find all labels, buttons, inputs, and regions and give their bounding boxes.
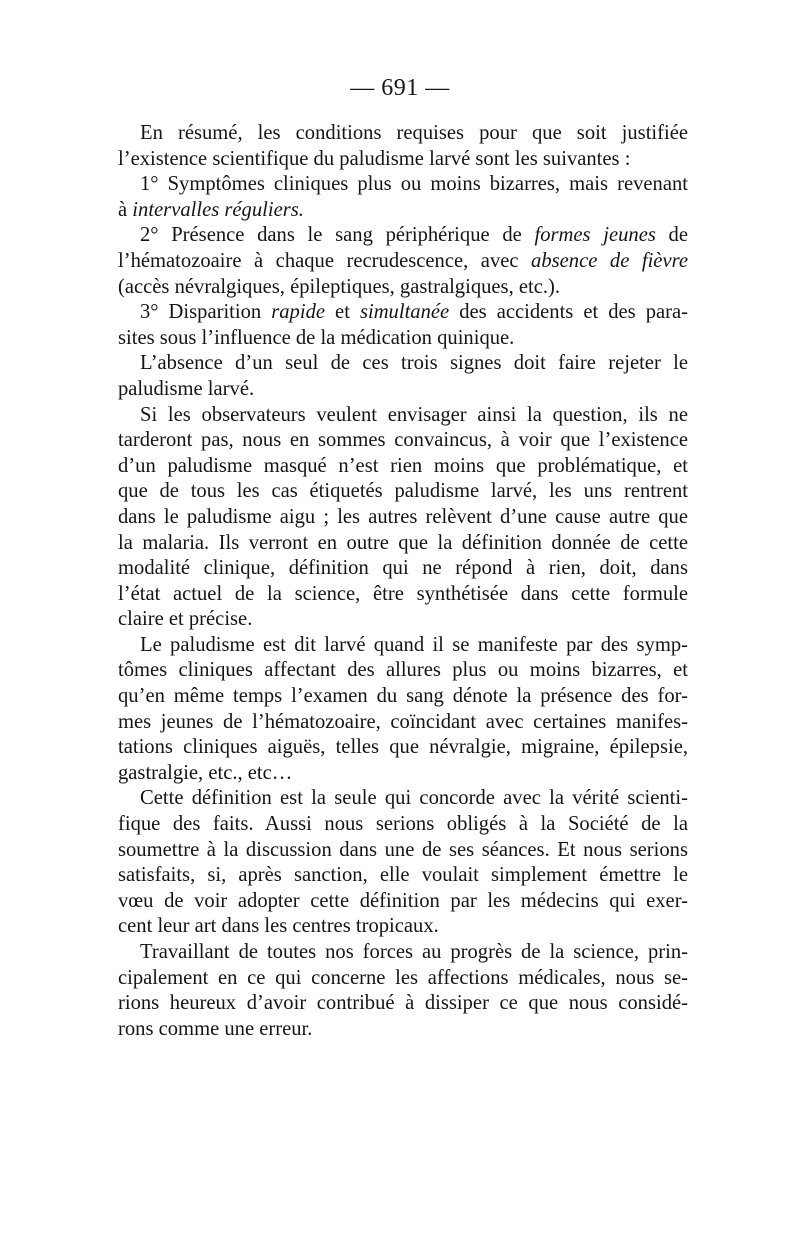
text-line <box>118 607 688 633</box>
text-run: l’hématozoaire à chaque recrudescence, avec <box>118 249 532 272</box>
text-line <box>118 505 688 531</box>
body-text <box>118 121 688 1042</box>
text-run: Si les observateurs veulent envisager ainsi la question, ils ne <box>140 403 688 426</box>
text-line <box>118 684 688 710</box>
page-number: — 691 — <box>350 75 450 101</box>
text-line <box>118 249 688 275</box>
text-line <box>118 786 688 812</box>
text-line <box>118 889 688 915</box>
text-run: qu’en même temps l’examen du sang dénote la présence des for- <box>118 685 688 708</box>
text-run: l’existence scientifique du paludisme larvé sont les suivantes : <box>118 147 631 170</box>
text-line <box>118 479 688 505</box>
text-run: de <box>655 224 688 247</box>
text-run: sites sous l’influence de la médication quinique. <box>118 326 515 349</box>
text-run: L’absence d’un seul de ces trois signes doit faire rejeter le <box>140 352 688 375</box>
text-line <box>118 556 688 582</box>
text-line <box>118 377 688 403</box>
text-run: la malaria. Ils verront en outre que la définition donnée de cette <box>118 531 688 554</box>
text-line <box>118 940 688 966</box>
italic-text: simultanée <box>359 301 450 324</box>
text-line <box>118 531 688 557</box>
text-line <box>118 172 688 198</box>
text-run: claire et précise. <box>118 608 253 631</box>
italic-text: formes jeunes <box>534 224 656 247</box>
text-line <box>118 275 688 301</box>
text-line <box>118 223 688 249</box>
text-run: Le paludisme est dit larvé quand il se manifeste par des symp- <box>140 633 688 656</box>
text-run: Travaillant de toutes nos forces au progrès de la science, prin- <box>140 941 688 963</box>
italic-text: rapide <box>271 301 326 324</box>
text-run: soumettre à la discussion dans une de ses séances. Et nous serions <box>118 838 688 861</box>
text-line <box>118 147 688 173</box>
text-run: modalité clinique, définition qui ne répond à rien, doit, dans <box>118 557 688 580</box>
text-run: (accès névralgiques, épileptiques, gastralgiques, etc.). <box>118 275 561 298</box>
text-line <box>118 633 688 659</box>
text-line <box>118 966 688 992</box>
text-line <box>118 403 688 429</box>
text-run: cent leur art dans les centres tropicaux. <box>118 915 439 938</box>
text-run: dans le paludisme aigu ; les autres relèvent d’une cause autre que <box>118 505 688 528</box>
text-run: satisfaits, si, après sanction, elle voulait simplement émettre le <box>118 864 688 887</box>
text-run: l’état actuel de la science, être synthétisée dans cette formule <box>118 582 688 605</box>
text-run: des accidents et des para- <box>449 301 688 324</box>
text-run: tations cliniques aiguës, telles que névralgie, migraine, épilepsie, <box>118 736 688 759</box>
text-line <box>118 1017 688 1043</box>
text-line <box>118 735 688 761</box>
text-line <box>118 582 688 608</box>
text-run: que de tous les cas étiquetés paludisme larvé, les uns rentrent <box>118 480 688 503</box>
text-run: vœu de voir adopter cette définition par les médecins qui exer- <box>118 889 688 912</box>
text-run: Cette définition est la seule qui concorde avec la vérité scienti- <box>140 787 688 810</box>
text-run: tômes cliniques affectant des allures plus ou moins bizarres, et <box>118 659 688 682</box>
text-line <box>118 914 688 940</box>
text-run: d’un paludisme masqué n’est rien moins que problématique, et <box>118 454 688 477</box>
text-run: fique des faits. Aussi nous serions obligés à la Société de la <box>118 813 688 836</box>
text-run: rions heureux d’avoir contribué à dissiper ce que nous considé- <box>118 992 688 1015</box>
text-run: paludisme larvé. <box>118 377 255 400</box>
text-run: gastralgie, etc., etc… <box>118 761 293 784</box>
text-line <box>118 761 688 787</box>
text-line <box>118 326 688 352</box>
text-run: 2° Présence dans le sang périphérique de <box>140 224 535 247</box>
text-run: rons comme une erreur. <box>118 1017 313 1040</box>
text-line <box>118 198 688 224</box>
text-run: mes jeunes de l’hématozoaire, coïncidant avec certaines manifes- <box>118 710 688 733</box>
text-line <box>118 812 688 838</box>
text-line <box>118 863 688 889</box>
text-line <box>118 710 688 736</box>
text-line <box>118 454 688 480</box>
text-run: et <box>325 301 360 324</box>
text-run: 3° Disparition <box>140 301 272 324</box>
text-line <box>118 428 688 454</box>
text-line <box>118 838 688 864</box>
text-line <box>118 300 688 326</box>
text-line <box>118 991 688 1017</box>
text-run: cipalement en ce qui concerne les affections médicales, nous se- <box>118 966 688 989</box>
text-line <box>118 351 688 377</box>
text-line <box>118 121 688 147</box>
italic-text: intervalles réguliers. <box>132 198 304 221</box>
text-line <box>118 658 688 684</box>
italic-text: absence de fièvre <box>531 249 688 272</box>
text-run: En résumé, les conditions requises pour que soit justifiée <box>140 122 688 144</box>
text-run: tarderont pas, nous en sommes convaincus, à voir que l’existence <box>118 429 688 452</box>
text-run: 1° Symptômes cliniques plus ou moins bizarres, mais revenant <box>140 173 688 196</box>
text-run: à <box>118 198 133 221</box>
